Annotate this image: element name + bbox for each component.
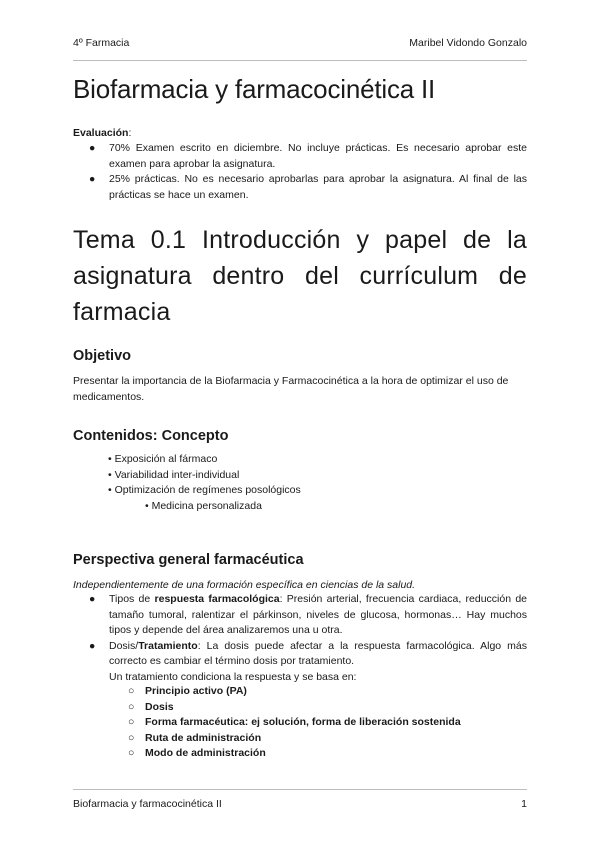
evaluacion-item	[73, 141, 527, 172]
tratamiento-subitem	[128, 700, 461, 716]
document-title: Biofarmacia y farmacocinética II	[73, 74, 436, 104]
item-bold: respuesta farmacológica	[154, 593, 280, 605]
circle-bullet-icon: ○	[128, 716, 135, 728]
subitem-text: Dosis	[145, 700, 174, 713]
tratamiento-subitem	[128, 715, 461, 731]
bullet-icon: ●	[89, 173, 96, 185]
evaluacion-item	[73, 172, 527, 203]
footer-rule	[73, 789, 527, 790]
subitem-text: Principio activo (PA)	[145, 685, 247, 697]
item-line2: Un tratamiento condiciona la respuesta y se basa en:	[109, 670, 357, 683]
subitem-text: Ruta de administración	[145, 731, 262, 744]
page-footer	[73, 798, 527, 810]
perspectiva-item-dosis	[73, 639, 527, 686]
circle-bullet-icon: ○	[128, 747, 135, 759]
item-bold: Tratamiento	[138, 639, 198, 652]
evaluacion-colon: :	[128, 127, 132, 139]
contenidos-item: • Exposición al fármaco	[108, 453, 218, 465]
page-header	[73, 37, 527, 49]
evaluacion-list	[73, 141, 527, 203]
bullet-icon: ●	[89, 639, 96, 652]
tratamiento-sublist	[128, 684, 461, 762]
perspectiva-item-respuesta	[73, 592, 527, 639]
header-author: Maribel Vidondo Gonzalo	[409, 37, 527, 49]
circle-bullet-icon: ○	[128, 731, 135, 744]
tratamiento-subitem	[128, 731, 461, 747]
evaluacion-item-text: 25% prácticas. No es necesario aprobarlas para aprobar la asignatura. Al final de las prácticas se hace un examen.	[109, 173, 527, 201]
tratamiento-subitem	[128, 746, 461, 762]
perspectiva-list	[73, 592, 527, 685]
perspectiva-heading: Perspectiva general farmacéutica	[73, 552, 304, 568]
objetivo-text: Presentar la importancia de la Biofarmacia y Farmacocinética a la hora de optimizar el uso de medicamentos.	[73, 375, 509, 403]
contenidos-sublist	[145, 499, 262, 515]
perspectiva-intro: Independientemente de una formación específica en ciencias de la salud.	[73, 579, 416, 591]
header-rule	[73, 60, 527, 61]
header-course: 4º Farmacia	[73, 37, 130, 49]
item-post: : La dosis puede afectar a la respuesta farmacológica. Algo más correcto es cambiar el término dosis por tratamiento.	[109, 639, 527, 667]
evaluacion-label-text: Evaluación	[73, 127, 129, 139]
objetivo-heading: Objetivo	[73, 348, 132, 364]
contenidos-item: • Variabilidad inter-individual	[108, 468, 240, 481]
circle-bullet-icon: ○	[128, 700, 135, 713]
bullet-icon: ●	[89, 593, 96, 605]
contenidos-heading: Contenidos: Concepto	[73, 428, 229, 444]
item-post: : Presión arterial, frecuencia cardiaca, reducción de tamaño tumoral, ralentizar el párkinson, niveles de glucosa, hormonas… Hay muchos tipos y depende del área analizaremos una u otra.	[109, 593, 527, 636]
contenidos-subitem: • Medicina personalizada	[145, 500, 262, 512]
tratamiento-subitem	[128, 684, 461, 700]
evaluacion-item-text: 70% Examen escrito en diciembre. No incluye prácticas. Es necesario aprobar este examen para aprobar la asignatura.	[109, 142, 527, 170]
page-number: 1	[521, 798, 527, 810]
evaluacion-label	[73, 127, 131, 139]
item-pre: Tipos de	[109, 593, 155, 605]
subitem-text: Forma farmacéutica: ej solución, forma de liberación sostenida	[145, 716, 461, 728]
footer-title: Biofarmacia y farmacocinética II	[73, 798, 222, 810]
subitem-text: Modo de administración	[145, 747, 266, 759]
bullet-icon: ●	[89, 142, 96, 154]
contenidos-item: • Optimización de regímenes posológicos	[108, 484, 301, 496]
contenidos-list	[108, 452, 301, 499]
tema-title: Tema 0.1 Introducción y papel de la asignatura dentro del currículum de farmacia	[73, 226, 527, 326]
item-pre: Dosis/	[109, 639, 139, 652]
circle-bullet-icon: ○	[128, 685, 135, 697]
